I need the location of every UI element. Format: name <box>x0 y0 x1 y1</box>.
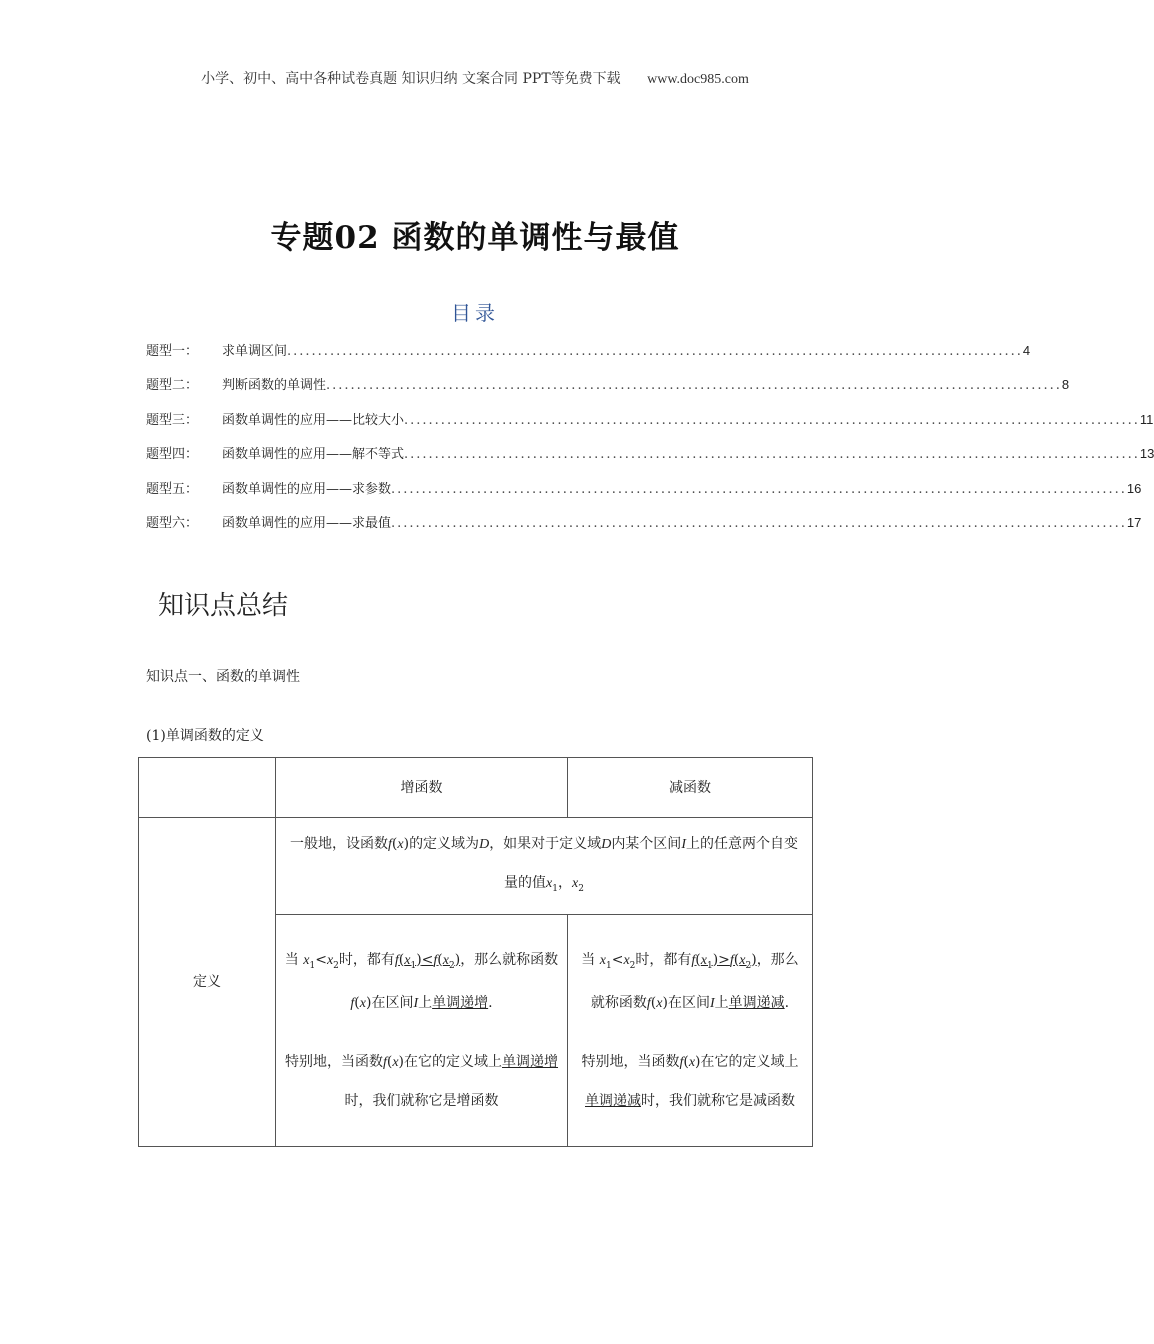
text: 时，都有 <box>635 951 692 968</box>
header-site[interactable]: www.doc985.com <box>647 72 749 87</box>
column-header-increase: 增函数 <box>276 758 568 818</box>
toc-item[interactable] <box>146 443 1154 477</box>
math-f: f <box>646 996 651 1012</box>
text: 在区间 <box>667 995 710 1012</box>
math-x: x <box>572 875 579 891</box>
toc-item-page: 13 <box>1139 446 1154 462</box>
toc-item-type: 题型六： <box>146 515 199 531</box>
subscript: 1 <box>605 960 612 971</box>
toc-leader-dots: ........................................................................................................................ <box>404 447 1140 463</box>
text: ， <box>558 874 572 891</box>
text: 特别地，当函数 <box>581 1054 680 1071</box>
toc-item[interactable] <box>146 512 1142 546</box>
page-header <box>0 68 950 88</box>
table-corner-cell <box>139 758 276 818</box>
common-definition-cell: 一般地，设函数f(x)的定义域为D，如果对于定义域D内某个区间I上的任意两个自变量的值$x_1$，$x_2$ <box>276 818 813 915</box>
math-f: f <box>394 952 399 968</box>
math-x: x <box>392 1055 399 1071</box>
toc-item-page: 16 <box>1126 480 1142 496</box>
text: 在区间 <box>371 995 414 1012</box>
math-I: I <box>681 836 686 852</box>
math-x: x <box>397 836 404 852</box>
table-of-contents <box>146 340 1154 546</box>
subscript: 2 <box>333 960 339 971</box>
math-I: I <box>709 996 715 1012</box>
text: > <box>718 951 730 968</box>
math-D: D <box>601 836 612 852</box>
text: 时，我们就称它是减函数 <box>641 1093 795 1110</box>
toc-item-text: 函数单调性的应用——解不等式 <box>222 447 405 463</box>
text: < <box>421 951 434 968</box>
subscript: 1 <box>552 883 558 894</box>
text: 上 <box>714 995 729 1012</box>
decrease-definition-cell: 当 $x_1<x_2$时，都有$f(x_1)>f(x_2)$，那么就称函数f(x)在区间I上单调递减. 特别地，当函数f(x)在它的定义域上单调递减时，我们就称它是减函数 <box>568 915 813 1147</box>
math-f: f <box>388 836 392 852</box>
math-f: f <box>433 952 438 968</box>
header-text: 小学、初中、高中各种试卷真题 知识归纳 文案合同 PPT等免费下载 <box>201 71 621 87</box>
toc-leader-dots: ........................................................................................................................ <box>391 515 1127 531</box>
text: 时，我们就称它是增函数 <box>344 1093 499 1110</box>
section-heading: 知识点总结 <box>158 591 289 621</box>
text: < <box>315 951 327 968</box>
text: . <box>488 995 493 1012</box>
toc-item[interactable] <box>146 478 1142 512</box>
subscript: 2 <box>578 883 584 894</box>
subscript: 2 <box>629 960 636 971</box>
math-x: x <box>359 996 366 1012</box>
spacer <box>284 1023 559 1043</box>
math-x: x <box>688 1055 696 1071</box>
text: 一般地，设函数 <box>290 835 389 852</box>
toc-item-type: 题型三： <box>146 412 199 428</box>
math-x: x <box>700 952 707 968</box>
subscript: 1 <box>706 960 713 971</box>
toc-item-type: 题型一： <box>146 344 199 359</box>
math-x: x <box>303 952 310 968</box>
math-f: f <box>679 1055 684 1071</box>
definition-table <box>138 757 813 1147</box>
toc-item-type: 题型二： <box>146 378 199 394</box>
toc-item-page: 8 <box>1061 377 1070 393</box>
decrease-keyword: 单调递减 <box>585 1093 641 1110</box>
toc-item-text: 函数单调性的应用——比较大小 <box>222 412 405 428</box>
toc-item[interactable] <box>146 409 1154 443</box>
subscript: 2 <box>745 960 752 971</box>
subscript: 1 <box>309 960 316 971</box>
math-x: x <box>442 952 449 968</box>
increase-inequality: $f(x_1)<f(x_2)$ <box>394 951 461 971</box>
page-title: 专题02 函数的单调性与最值 <box>270 220 680 256</box>
knowledge-point-heading: 知识点一、函数的单调性 <box>146 669 300 685</box>
toc-item-text: 函数单调性的应用——求最值 <box>222 515 392 531</box>
text: 特别地，当函数 <box>284 1054 383 1071</box>
decrease-inequality: $f(x_1)>f(x_2)$ <box>691 951 757 971</box>
toc-leader-dots: ........................................................................................................................ <box>391 481 1127 497</box>
increase-definition-cell: 当 $x_1<x_2$时，都有$f(x_1)<f(x_2)$，那么就称函数f(x)在区间I上单调递增. 特别地，当函数f(x)在它的定义域上单调递增时，我们就称它是增函数 <box>276 915 568 1147</box>
toc-item[interactable] <box>146 340 1031 374</box>
subscript: 2 <box>448 960 455 971</box>
spacer <box>576 1023 804 1043</box>
math-I: I <box>413 996 419 1012</box>
toc-leader-dots: ........................................................................................................................ <box>287 344 1023 359</box>
decrease-keyword: 单调递减 <box>728 995 785 1012</box>
text: ，那么就称函数 <box>460 951 559 968</box>
toc-item-text: 求单调区间 <box>222 344 288 359</box>
math-x: x <box>546 875 553 891</box>
text: ，如果对于定义域 <box>489 835 602 852</box>
text: 的定义域为 <box>409 835 480 852</box>
math-f: f <box>382 1055 387 1071</box>
math-x: x <box>656 996 663 1012</box>
math-x: x <box>739 952 746 968</box>
math-x: x <box>623 952 630 968</box>
text: 在它的定义域上 <box>700 1054 799 1071</box>
text: ，那么就称函数 <box>590 951 799 1012</box>
math-f: f <box>729 952 734 968</box>
increase-keyword: 单调递增 <box>502 1054 559 1071</box>
text: 在它的定义域上 <box>404 1054 503 1071</box>
subscript: 1 <box>410 960 417 971</box>
math-x: x <box>404 952 411 968</box>
toc-leader-dots: ........................................................................................................................ <box>326 378 1062 394</box>
text: 上 <box>418 995 433 1012</box>
toc-item-text: 函数单调性的应用——求参数 <box>222 481 392 497</box>
text: 内某个区间 <box>611 835 682 852</box>
toc-item-page: 17 <box>1126 514 1142 530</box>
row-label-definition: 定义 <box>139 818 276 1147</box>
math-x: x <box>599 952 606 968</box>
toc-leader-dots: ........................................................................................................................ <box>404 412 1140 428</box>
table-row <box>139 818 813 915</box>
subsection-heading: (1)单调函数的定义 <box>146 728 264 744</box>
toc-item[interactable] <box>146 374 1070 408</box>
math-D: D <box>479 836 490 852</box>
math-f: f <box>691 952 696 968</box>
column-header-decrease: 减函数 <box>568 758 813 818</box>
text: . <box>784 995 790 1012</box>
text: 当 <box>581 951 596 968</box>
toc-item-page: 4 <box>1022 343 1031 358</box>
toc-heading: 目录 <box>451 301 499 325</box>
toc-item-page: 11 <box>1139 411 1154 427</box>
text: < <box>611 951 624 968</box>
math-f: f <box>350 996 355 1012</box>
toc-item-text: 判断函数的单调性 <box>222 378 327 394</box>
increase-keyword: 单调递增 <box>432 995 489 1012</box>
toc-item-type: 题型四： <box>146 447 199 463</box>
toc-item-type: 题型五： <box>146 481 199 497</box>
text: 上的任意两个自变量的值 <box>504 835 798 891</box>
text: 时，都有 <box>338 951 395 968</box>
math-x: x <box>326 952 334 968</box>
table-header-row <box>139 758 813 818</box>
text: 当 <box>284 951 299 968</box>
